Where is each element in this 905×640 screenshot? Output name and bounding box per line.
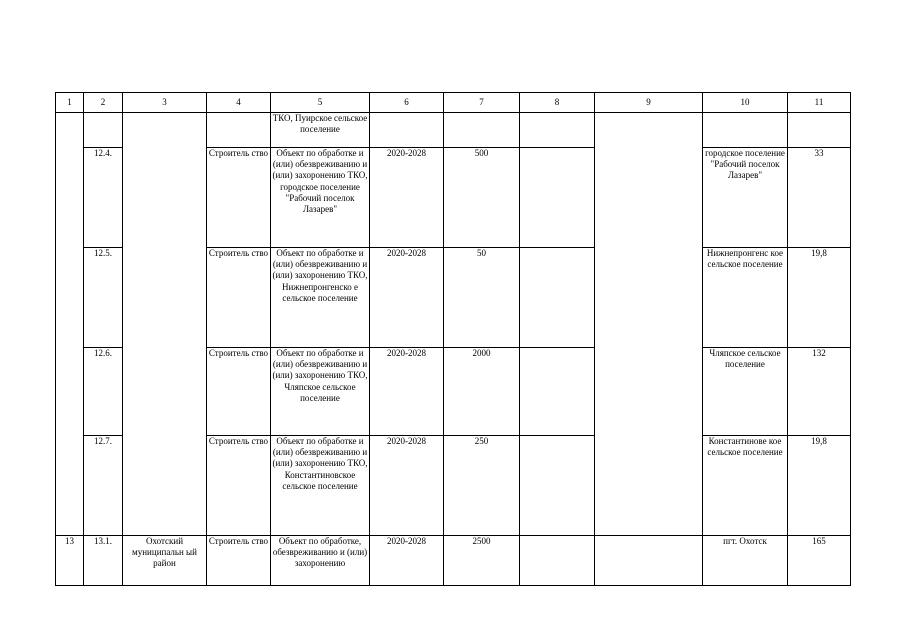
document-table [55,92,851,586]
header-cell: 10 [703,93,788,113]
header-row [56,93,851,113]
type-cell: Строитель ство [207,148,271,248]
header-cell: 5 [271,93,370,113]
district-cell: Охотский муниципальн ый район [123,536,207,586]
location-cell: пгт. Охотск [703,536,788,586]
col8-cell-empty [520,248,595,348]
type-cell-empty [207,113,271,148]
table-row [56,536,851,586]
object-cell: Объект по обработке и (или) обезвреживанию и (или) захоронению ТКО, городское поселение "Рабочий поселок Лазарев" [271,148,370,248]
object-cell: Объект по обработке и (или) обезвреживанию и (или) захоронению ТКО, Нижнепронгенско е сельское поселение [271,248,370,348]
period-cell: 2020-2028 [370,536,444,586]
header-cell: 4 [207,93,271,113]
capacity-cell: 250 [444,436,520,536]
location-cell: Нижнепронгенс кое сельское поселение [703,248,788,348]
header-cell: 3 [123,93,207,113]
num-cell: 13.1. [84,536,123,586]
col8-cell-empty [520,148,595,248]
value-cell: 19,8 [788,436,851,536]
object-cell: Объект по обработке и (или) обезвреживанию и (или) захоронению ТКО, Чляпское сельское поселение [271,348,370,436]
object-cell: ТКО, Пуирское сельское поселение [271,113,370,148]
header-cell: 8 [520,93,595,113]
capacity-cell: 2500 [444,536,520,586]
header-cell: 7 [444,93,520,113]
type-cell: Строитель ство [207,348,271,436]
index-cell-empty [56,113,84,536]
type-cell: Строитель ство [207,436,271,536]
location-cell: Константинове кое сельское поселение [703,436,788,536]
num-cell: 12.6. [84,348,123,436]
header-cell: 9 [595,93,703,113]
capacity-cell-empty [444,113,520,148]
index-cell: 13 [56,536,84,586]
type-cell: Строитель ство [207,248,271,348]
object-cell: Объект по обработке и (или) обезвреживанию и (или) захоронению ТКО, Константиновское сельское поселение [271,436,370,536]
header-cell: 6 [370,93,444,113]
capacity-cell: 2000 [444,348,520,436]
col8-cell-empty [520,348,595,436]
num-cell: 12.5. [84,248,123,348]
location-cell: Чляпское сельское поселение [703,348,788,436]
header-cell: 11 [788,93,851,113]
col9-cell-empty [595,113,703,536]
col9-cell-empty [595,536,703,586]
object-cell: Объект по обработке, обезвреживанию и (или) захоронению [271,536,370,586]
value-cell: 165 [788,536,851,586]
capacity-cell: 500 [444,148,520,248]
table-row [56,113,851,148]
num-cell: 12.7. [84,436,123,536]
num-cell: 12.4. [84,148,123,248]
period-cell: 2020-2028 [370,248,444,348]
value-cell-empty [788,113,851,148]
header-cell: 1 [56,93,84,113]
col8-cell-empty [520,436,595,536]
value-cell: 19,8 [788,248,851,348]
header-cell: 2 [84,93,123,113]
location-cell-empty [703,113,788,148]
num-cell-empty [84,113,123,148]
period-cell: 2020-2028 [370,436,444,536]
capacity-cell: 50 [444,248,520,348]
value-cell: 33 [788,148,851,248]
col8-cell-empty [520,113,595,148]
period-cell: 2020-2028 [370,148,444,248]
col8-cell-empty [520,536,595,586]
period-cell: 2020-2028 [370,348,444,436]
location-cell: городское поселение "Рабочий поселок Лазарев" [703,148,788,248]
period-cell-empty [370,113,444,148]
type-cell: Строитель ство [207,536,271,586]
district-cell-empty [123,113,207,536]
value-cell: 132 [788,348,851,436]
